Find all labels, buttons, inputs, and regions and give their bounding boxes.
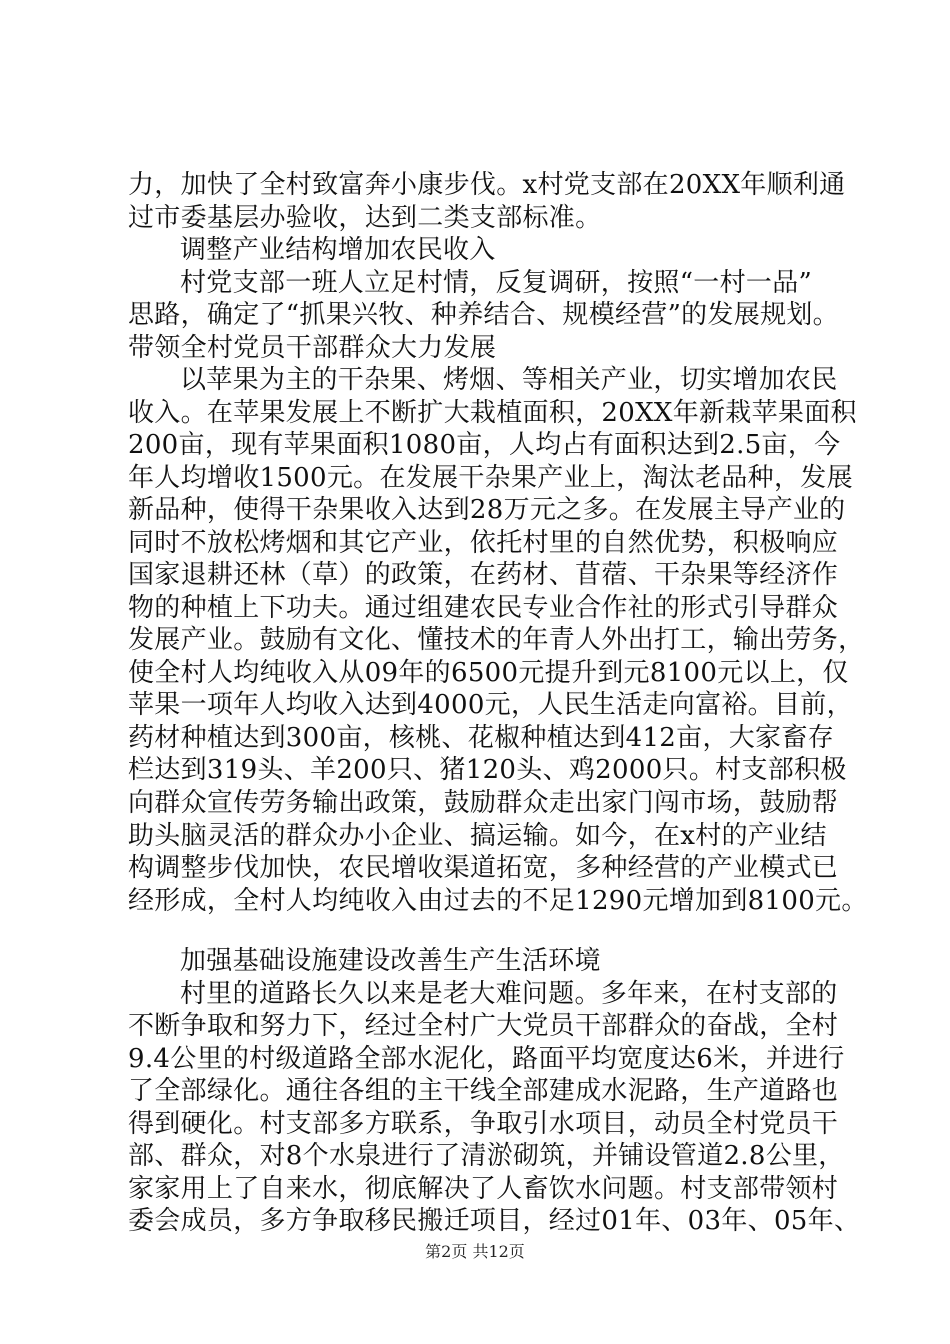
text-line: 构调整步伐加快，农民增收渠道拓宽，多种经营的产业模式已 [128, 853, 839, 883]
text-line: 发展产业。鼓励有文化、懂技术的年青人外出打工，输出劳务， [128, 625, 865, 656]
text-line: 委会成员，多方争取移民搬迁项目，经过01年、03年、05年、 [128, 1206, 861, 1237]
text-line: 过市委基层办验收，达到二类支部标准。 [128, 202, 602, 233]
text-line: 力，加快了全村致富奔小康步伐。x村党支部在20XX年顺利通 [128, 170, 846, 200]
text-line: 药材种植达到300亩，核桃、花椒种植达到412亩，大家畜存 [128, 722, 834, 753]
text-line: 使全村人均纯收入从09年的6500元提升到元8100元以上，仅 [128, 657, 849, 688]
page-number: 第2页 共12页 [425, 1242, 525, 1261]
text-line: 助头脑灵活的群众办小企业、搞运输。如今，在x村的产业结 [128, 820, 827, 851]
text-line: 以苹果为主的干杂果、烤烟、等相关产业，切实增加农民 [180, 365, 838, 396]
text-line: 不断争取和努力下，经过全村广大党员干部群众的奋战，全村 [128, 1011, 839, 1042]
text-line: 家家用上了自来水，彻底解决了人畜饮水问题。村支部带领村 [128, 1173, 839, 1204]
text-line: 国家退耕还林（草）的政策，在药材、苜蓿、干杂果等经济作 [128, 560, 839, 591]
text-line: 得到硬化。村支部多方联系，争取引水项目，动员全村党员干 [128, 1108, 839, 1139]
text-line: 部、群众，对8个水泉进行了清淤砌筑，并铺设管道2.8公里， [128, 1141, 845, 1172]
text-line: 思路，确定了“抓果兴牧、种养结合、规模经营”的发展规划。 [128, 300, 839, 331]
text-line: 向群众宣传劳务输出政策，鼓励群众走出家门闯市场，鼓励帮 [128, 787, 839, 818]
text-line: 带领全村党员干部群众大力发展 [128, 332, 497, 363]
text-line: 村里的道路长久以来是老大难问题。多年来，在村支部的 [180, 978, 838, 1009]
text-line: 200亩，现有苹果面积1080亩，人均占有面积达到2.5亩，今 [128, 430, 841, 461]
text-line: 了全部绿化。通往各组的主干线全部建成水泥路，生产道路也 [128, 1076, 839, 1107]
text-line: 经形成，全村人均纯收入由过去的不足1290元增加到8100元。 [128, 885, 868, 916]
text-line: 9.4公里的村级道路全部水泥化，路面平均宽度达6米，并进行 [128, 1043, 845, 1074]
text-line: 同时不放松烤烟和其它产业，依托村里的自然优势，积极响应 [128, 527, 839, 558]
text-line: 收入。在苹果发展上不断扩大栽植面积，20XX年新栽苹果面积 [128, 397, 857, 428]
section-heading: 调整产业结构增加农民收入 [180, 235, 496, 265]
text-line: 年人均增收1500元。在发展干杂果产业上，淘汰老品种，发展 [128, 462, 853, 493]
text-line: 村党支部一班人立足村情，反复调研，按照“一村一品” [180, 267, 813, 298]
text-line: 物的种植上下功夫。通过组建农民专业合作社的形式引导群众 [128, 592, 839, 623]
text-line: 栏达到319头、羊200只、猪120头、鸡2000只。村支部积极 [128, 755, 847, 786]
text-line: 苹果一项年人均收入达到4000元，人民生活走向富裕。目前， [128, 690, 853, 721]
text-line: 新品种，使得干杂果收入达到28万元之多。在发展主导产业的 [128, 495, 846, 526]
section-heading: 加强基础设施建设改善生产生活环境 [180, 946, 601, 976]
